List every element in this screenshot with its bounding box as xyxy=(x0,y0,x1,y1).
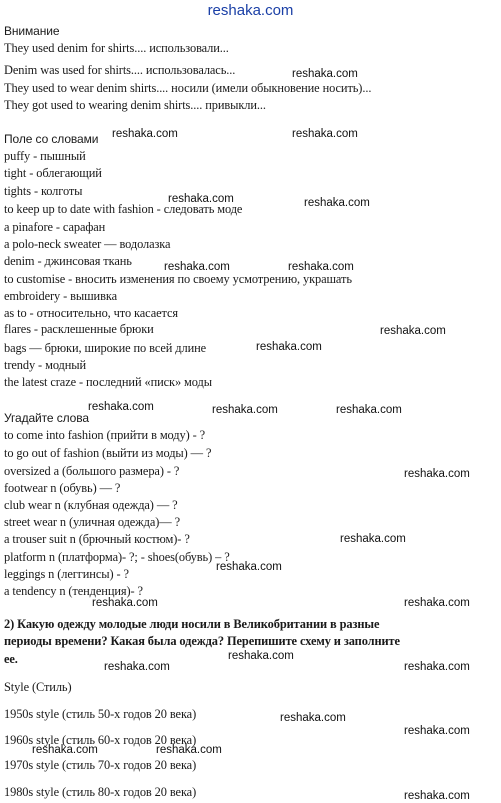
watermark: reshaka.com xyxy=(404,597,470,609)
watermark: reshaka.com xyxy=(404,661,470,673)
watermark: reshaka.com xyxy=(380,325,446,337)
watermark: reshaka.com xyxy=(304,197,370,209)
watermark: reshaka.com xyxy=(104,661,170,673)
decade-style-line: 1970s style (стиль 70-х годов 20 века) xyxy=(4,758,197,772)
vocab-line: bags — брюки, широкие по всей длине xyxy=(4,341,207,355)
vocab-line: denim - джинсовая ткань xyxy=(4,254,132,268)
attention-line: They got used to wearing denim shirts.... привыкли... xyxy=(4,98,266,112)
guess-line: platform n (платформа)- ?; - shoes(обувь) – ? xyxy=(4,550,230,564)
watermark: reshaka.com xyxy=(292,68,358,80)
watermark: reshaka.com xyxy=(404,468,470,480)
watermark: reshaka.com xyxy=(212,404,278,416)
task-question-line: периоды времени? Какая была одежда? Перепишите схему и заполните xyxy=(4,634,400,648)
vocab-line: puffy - пышный xyxy=(4,149,86,163)
watermark: reshaka.com xyxy=(228,650,294,662)
watermark: reshaka.com xyxy=(88,401,154,413)
watermark: reshaka.com xyxy=(404,790,470,802)
watermark: reshaka.com xyxy=(256,341,322,353)
word-field-title: Поле со словами xyxy=(4,132,99,146)
watermark: reshaka.com xyxy=(92,597,158,609)
watermark: reshaka.com xyxy=(336,404,402,416)
watermark: reshaka.com xyxy=(156,744,222,756)
watermark: reshaka.com xyxy=(112,128,178,140)
vocab-line: the latest craze - последний «писк» моды xyxy=(4,375,212,389)
guess-line: a trouser suit n (брючный костюм)- ? xyxy=(4,532,190,546)
vocab-line: embroidery - вышивка xyxy=(4,289,117,303)
guess-line: a tendency n (тенденция)- ? xyxy=(4,584,143,598)
watermark: reshaka.com xyxy=(164,261,230,273)
guess-line: club wear n (клубная одежда) — ? xyxy=(4,498,178,512)
guess-line: to come into fashion (прийти в моду) - ? xyxy=(4,428,206,442)
attention-line: They used to wear denim shirts.... носили (имели обыкновение носить)... xyxy=(4,81,372,95)
watermark: reshaka.com xyxy=(404,725,470,737)
guess-line: footwear n (обувь) — ? xyxy=(4,481,121,495)
attention-line: Denim was used for shirts.... использовалась... xyxy=(4,63,236,77)
vocab-line: tights - колготы xyxy=(4,184,83,198)
vocab-line: a pinafore - сарафан xyxy=(4,220,106,234)
task-question-line: ее. xyxy=(4,652,18,666)
site-header-watermark: reshaka.com xyxy=(207,2,294,19)
attention-line: They used denim for shirts.... использовали... xyxy=(4,41,229,55)
style-label: Style (Стиль) xyxy=(4,680,72,694)
guess-line: oversized a (большого размера) - ? xyxy=(4,464,180,478)
decade-style-line: 1950s style (стиль 50-х годов 20 века) xyxy=(4,707,197,721)
attention-title: Внимание xyxy=(4,24,60,38)
watermark: reshaka.com xyxy=(292,128,358,140)
guess-line: to go out of fashion (выйти из моды) — ? xyxy=(4,446,212,460)
watermark: reshaka.com xyxy=(340,533,406,545)
watermark: reshaka.com xyxy=(280,712,346,724)
watermark: reshaka.com xyxy=(288,261,354,273)
watermark: reshaka.com xyxy=(216,561,282,573)
guess-title: Угадайте слова xyxy=(4,411,89,425)
vocab-line: to keep up to date with fashion - следовать моде xyxy=(4,202,243,216)
vocab-line: as to - относительно, что касается xyxy=(4,306,178,320)
vocab-line: trendy - модный xyxy=(4,358,87,372)
decade-style-line: 1980s style (стиль 80-х годов 20 века) xyxy=(4,785,197,799)
guess-line: street wear n (уличная одежда)— ? xyxy=(4,515,180,529)
guess-line: leggings n (леггинсы) - ? xyxy=(4,567,129,581)
vocab-line: flares - расклешенные брюки xyxy=(4,322,154,336)
watermark: reshaka.com xyxy=(32,744,98,756)
vocab-line: a polo-neck sweater — водолазка xyxy=(4,237,171,251)
vocab-line: tight - облегающий xyxy=(4,166,102,180)
watermark: reshaka.com xyxy=(168,193,234,205)
vocab-line: to customise - вносить изменения по своему усмотрению, украшать xyxy=(4,272,352,286)
task-question-line: 2) Какую одежду молодые люди носили в Великобритании в разные xyxy=(4,617,380,631)
decade-style-line: 1960s style (стиль 60-х годов 20 века) xyxy=(4,733,197,747)
